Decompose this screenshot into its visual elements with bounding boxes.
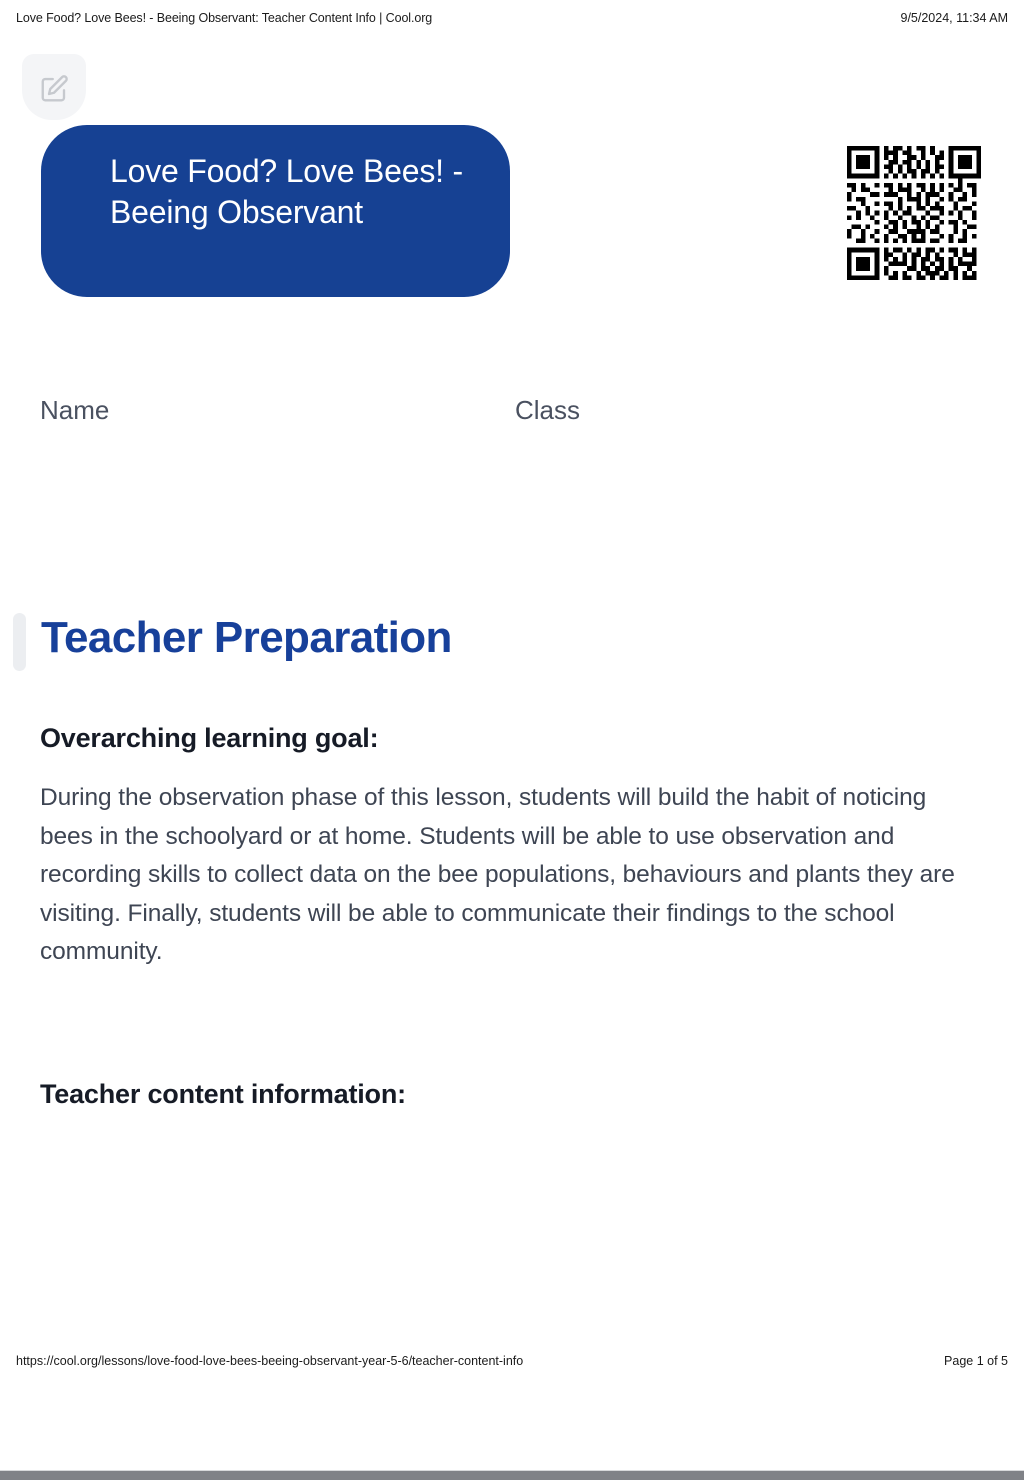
print-footer-url: https://cool.org/lessons/love-food-love-bees-beeing-observant-year-5-6/teacher-content-info	[16, 1354, 524, 1368]
page-break-gap	[0, 1470, 1024, 1480]
teacher-content-heading: Teacher content information:	[40, 1079, 406, 1109]
edit-button[interactable]	[22, 54, 86, 120]
lesson-title-banner	[41, 125, 510, 297]
print-header	[0, 0, 1024, 36]
section-heading	[13, 606, 913, 676]
learning-goal-paragraph: During the observation phase of this lesson, students will build the habit of noticing bees in the schoolyard or at home. Students will be able to use observation and recording skills to collect data on the bee populations, behaviours and plants they are visiting. Finally, students will be able to communicate their findings to the school community.	[40, 784, 955, 965]
learning-goal-heading: Overarching learning goal:	[40, 723, 379, 753]
student-fields-row	[40, 392, 940, 432]
print-header-title: Love Food? Love Bees! - Beeing Observant: Teacher Content Info | Cool.org	[16, 11, 433, 25]
print-header-datetime: 9/5/2024, 11:34 AM	[900, 11, 1008, 25]
print-footer	[0, 1349, 1024, 1373]
print-footer-page-indicator: Page 1 of 5	[944, 1354, 1008, 1368]
qr-code-icon	[847, 146, 981, 280]
section-accent-bar	[13, 613, 26, 671]
name-field-label[interactable]: Name	[40, 395, 110, 425]
lesson-title-text: Love Food? Love Bees! - Beeing Observant	[110, 153, 463, 230]
edit-pencil-square-icon	[39, 74, 69, 104]
class-field-label[interactable]: Class	[515, 395, 581, 425]
section-heading-text: Teacher Preparation	[41, 613, 452, 662]
